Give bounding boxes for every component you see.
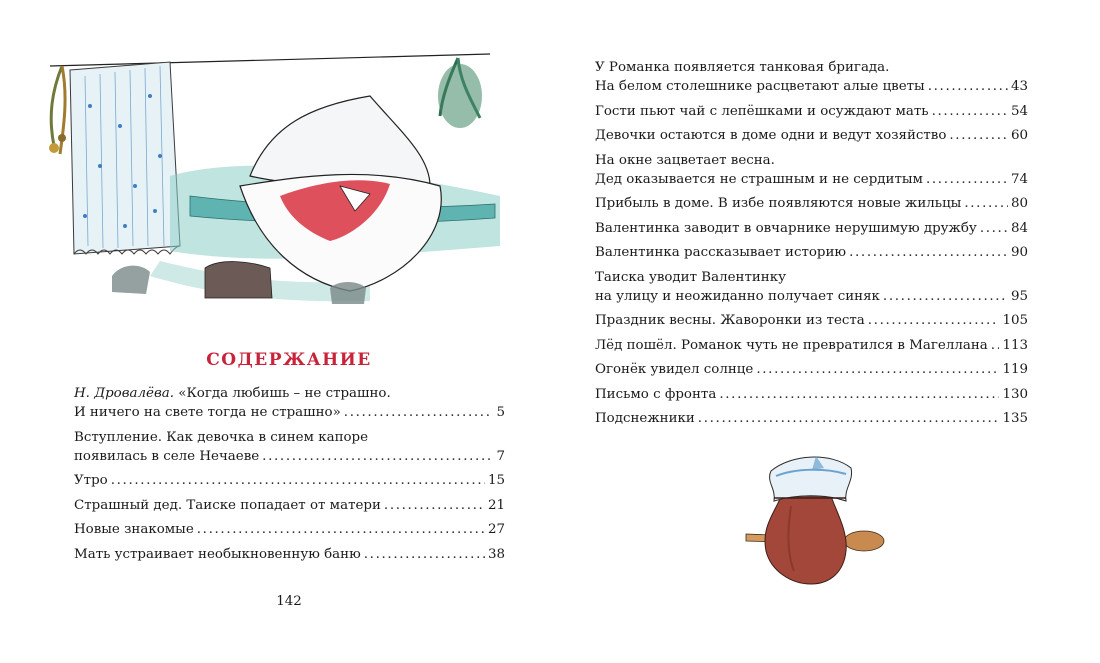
toc-title: СОДЕРЖАНИЕ xyxy=(206,350,372,370)
toc-entry[interactable] xyxy=(595,126,1028,145)
toc-entry-line1: Вступление. Как девочка в синем капоре xyxy=(74,429,369,445)
toc-entry[interactable] xyxy=(595,336,1028,355)
toc-entry[interactable] xyxy=(595,151,1028,189)
felt-boot xyxy=(205,262,272,298)
leader-dots xyxy=(719,385,999,404)
toc-entry-page: 95 xyxy=(1010,288,1028,304)
toc-entry-page: 105 xyxy=(1002,313,1028,328)
toc-entry-page: 54 xyxy=(1010,103,1028,119)
toc-entry-title: Лёд пошёл. Романок чуть не превратился в Магеллана xyxy=(595,337,988,353)
leader-dots xyxy=(698,409,1000,428)
toc-entry[interactable] xyxy=(74,520,505,539)
page-number: 142 xyxy=(276,594,302,609)
jar-spoon-illustration xyxy=(736,446,886,592)
toc-entry-page: 38 xyxy=(487,546,505,562)
toc-entry-page: 15 xyxy=(487,473,505,488)
herb-bundle-right xyxy=(438,58,482,128)
jar-cloth-cover xyxy=(770,456,852,501)
toc-entry[interactable] xyxy=(595,58,1028,96)
toc-entry[interactable] xyxy=(595,219,1028,238)
toc-entry-title: Прибыль в доме. В избе появляются новые жильцы xyxy=(595,196,962,211)
toc-entry[interactable] xyxy=(74,384,505,422)
toc-entry-title: на улицу и неожиданно получает синяк xyxy=(595,288,880,304)
toc-entry-page: 60 xyxy=(1010,128,1028,143)
toc-left-column xyxy=(74,384,505,569)
leader-dots xyxy=(928,77,1008,96)
toc-entry-page: 84 xyxy=(1010,220,1028,236)
toc-entry-title: На белом столешнике расцветают алые цветы xyxy=(595,79,925,94)
leader-dots xyxy=(197,520,485,539)
leader-dots xyxy=(384,496,485,515)
clothesline xyxy=(50,54,490,66)
toc-entry-title: Новые знакомые xyxy=(74,522,194,537)
toc-entry[interactable] xyxy=(74,545,505,564)
leader-dots xyxy=(849,243,1008,262)
toc-entry-page: 5 xyxy=(496,405,505,420)
toc-entry[interactable] xyxy=(595,243,1028,262)
toc-entry[interactable] xyxy=(595,409,1028,428)
leader-dots xyxy=(964,194,1008,213)
toc-entry-line1: Н. Дровалёва. «Когда любишь – не страшно. xyxy=(74,386,391,401)
toc-entry-title: Страшный дед. Таиске попадает от матери xyxy=(74,497,381,513)
toc-entry-page: 80 xyxy=(1010,196,1028,211)
toc-entry[interactable] xyxy=(595,311,1028,330)
right-page xyxy=(550,0,1100,663)
toc-entry-line1: Таиска уводит Валентинку xyxy=(595,269,786,285)
toc-entry-page: 90 xyxy=(1010,245,1028,260)
leader-dots xyxy=(262,447,493,466)
toc-entry-page: 119 xyxy=(1002,362,1028,377)
leader-dots xyxy=(926,170,1008,189)
leader-dots xyxy=(756,360,999,379)
toc-entry-page: 130 xyxy=(1002,386,1028,402)
toc-entry-page: 21 xyxy=(487,497,505,513)
toc-entry[interactable] xyxy=(74,496,505,515)
leader-dots xyxy=(344,403,494,422)
toc-entry-page: 27 xyxy=(487,522,505,537)
toc-entry[interactable] xyxy=(595,385,1028,404)
toc-entry-title: Огонёк увидел солнце xyxy=(595,362,754,377)
toc-entry[interactable] xyxy=(595,194,1028,213)
toc-entry-page: 43 xyxy=(1010,79,1028,94)
toc-entry-title: Праздник весны. Жаворонки из теста xyxy=(595,313,865,328)
toc-entry[interactable] xyxy=(595,268,1028,306)
clay-jar xyxy=(765,496,846,584)
toc-entry-title: Гости пьют чай с лепёшками и осуждают мать xyxy=(595,103,929,119)
toc-entry-page: 74 xyxy=(1010,171,1028,187)
leader-dots xyxy=(991,336,1000,355)
toc-entry-title: Девочки остаются в доме одни и ведут хозяйство xyxy=(595,128,947,143)
curtain xyxy=(70,62,180,254)
toc-entry-line1: На окне зацветает весна. xyxy=(595,152,775,168)
toc-entry-page: 7 xyxy=(496,448,505,464)
toc-entry-title: И ничего на свете тогда не страшно» xyxy=(74,405,341,420)
toc-right-column xyxy=(595,58,1028,434)
leader-dots xyxy=(949,126,1008,145)
leader-dots xyxy=(364,545,485,564)
herb-bundle-left xyxy=(49,66,66,154)
toc-entry-title: Валентинка заводит в овчарнике нерушимую дружбу xyxy=(595,220,977,236)
toc-entry-title: Подснежники xyxy=(595,411,695,426)
toc-entry-line1: У Романка появляется танковая бригада. xyxy=(595,60,890,75)
toc-entry-title: Дед оказывается не страшным и не сердитым xyxy=(595,171,923,187)
pillow-blanket xyxy=(240,96,441,291)
toc-entry-title: Письмо с фронта xyxy=(595,386,717,402)
leader-dots xyxy=(980,219,1008,238)
toc-entry-title: Валентинка рассказывает историю xyxy=(595,245,847,260)
toc-entry[interactable] xyxy=(595,360,1028,379)
toc-entry-page: 135 xyxy=(1002,411,1028,426)
leader-dots xyxy=(932,102,1008,121)
toc-entry[interactable] xyxy=(74,428,505,466)
toc-entry-page: 113 xyxy=(1002,337,1028,353)
toc-entry-title: Мать устраивает необыкновенную баню xyxy=(74,546,361,562)
toc-entry-author: Н. Дровалёва. xyxy=(74,386,174,401)
bed-illustration xyxy=(40,36,510,311)
leader-dots xyxy=(883,287,1008,306)
leader-dots xyxy=(111,471,485,490)
toc-entry-title: Утро xyxy=(74,473,108,488)
toc-entry[interactable] xyxy=(74,471,505,490)
toc-entry-title: появилась в селе Нечаеве xyxy=(74,448,260,464)
leader-dots xyxy=(868,311,1000,330)
toc-entry[interactable] xyxy=(595,102,1028,121)
